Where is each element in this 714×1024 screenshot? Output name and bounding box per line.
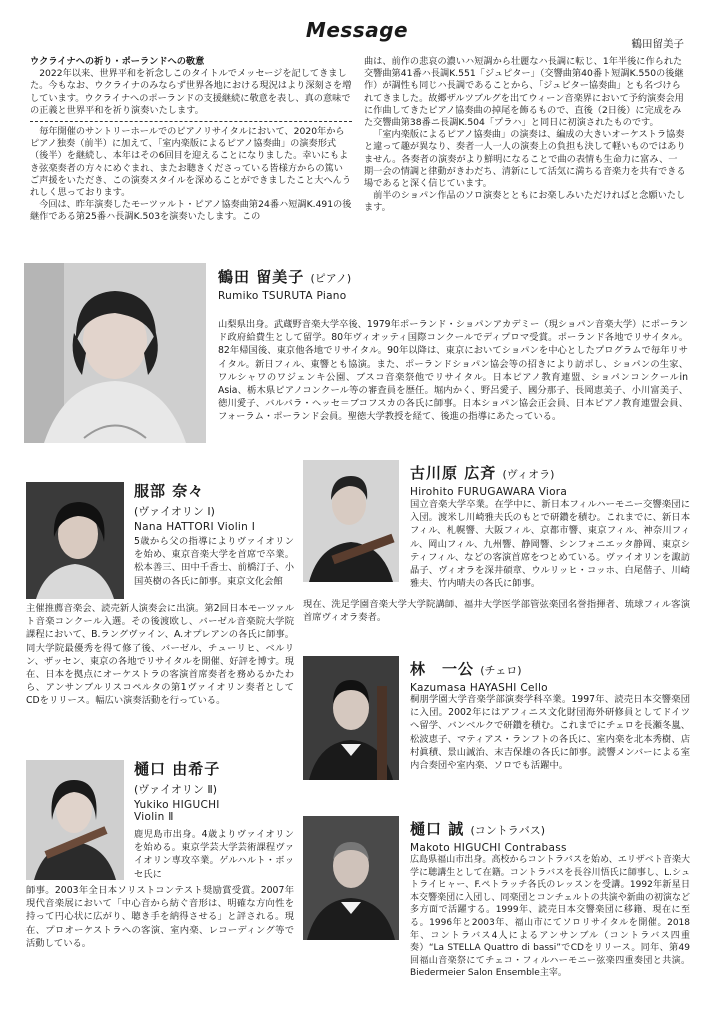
message-divider [30,121,352,122]
profile-tsuruta [218,266,688,302]
portrait-higuchi-yukiko-image [26,760,124,880]
bio-side-hattori: 5歳から父の指導によりヴァイオリンを始め、東京音楽大学を首席で卒業。松本善三、田中千香士、前橋汀子、小国英樹の各氏に師事。東京文化会館 [134,536,294,587]
photo-tsuruta [24,263,206,443]
name-jp-hattori: 服部 奈々 [134,482,205,500]
role-jp-hattori: (ヴァイオリン Ⅰ) [134,505,215,518]
message-paragraph-5: 「室内楽版によるピアノ協奏曲」の演奏は、編成の大きいオーケストラ協奏と違って趣が異なり、奏者一人一人の演奏上の負担も決して軽いものではありません。各奏者の演奏がより鮮明になることで曲の表情も生命力に富み、一期一会の情調と律動がきわだち、清新にして活気に満ちる音楽力を共有できる場であると深く信じています。 [364,129,686,190]
message-paragraph-3: 今回は、昨年演奏したモーツァルト・ピアノ協奏曲第24番ハ短調K.491の後継作である第25番ハ長調K.503を演奏いたします。この [30,199,352,223]
message-paragraph-6: 前半のショパン作品のソロ演奏とともにお楽しみいただければと念願いたします。 [364,190,686,214]
message-paragraph-1: 2022年以来、世界平和を祈念しこのタイトルでメッセージを記してきました。今もなお、ウクライナのみならず世界各地における現況はより深刻さを増しています。ウクライナへのポーランドの支援継続に敬意を表し、真の意味での正義と世界平和を祈り演奏いたします。 [30,68,352,116]
message-column-right [364,56,686,215]
name-en-hayashi: Kazumasa HAYASHI Cello [410,682,548,694]
photo-furugawara [303,460,399,582]
name-en-furugawara: Hirohito FURUGAWARA Viora [410,486,568,498]
photo-hattori [26,482,124,599]
bio-full-furugawara: 現在、洗足学園音楽大学大学院講師、福井大学医学部管弦楽団名誉指揮者、琉球フィル客演首席ヴィオラ奏者。 [303,599,690,624]
message-author: 鶴田留美子 [631,38,684,50]
bio-furugawara: 国立音楽大学卒業。在学中に、新日本フィルハーモニー交響楽団に入団。渡米し川崎雅夫氏のもとで研鑽を積む。これまでに、新日本フィル、札幌響、大阪フィル、京都市響、東京フィル、神奈川フィル、岡山フィル、九州響、静岡響、シンフォニエッタ静岡、東京シティフィル、などの客演首席をつとめている。ヴァイオリンを諏訪晶子、ヴィオラを深井碩章、ウルリッヒ・コッホ、白尾偕子、川崎雅夫、竹内晴夫の各氏に師事。 [410,499,690,590]
portrait-tsuruta-image [24,263,206,443]
name-jp-tsuruta: 鶴田 留美子 [218,268,305,286]
bio-hattori: 主催推薦音楽会、読売新人演奏会に出演。第2回日本モーツァルト音楽コンクール入選。その後渡欧し、バーゼル音楽院大学院課程において、B.ラングヴァイン、A.オプレアンの各氏に師事。同大学院最優秀を得て修了後、バーゼル、チューリヒ、ベルリン、ザッセン、東京の各地でリサイタルを開催、好評を博す。現在、日本を拠点にオーケストラの客演首席奏者を務めるかたわら、アンサンブルリスコペルタの第1ヴァイオリン奏者としてCDをリリース。幅広い演奏活動を行っている。 [26,603,294,707]
bio-higuchi-yukiko: 師事。2003年全日本ソリストコンテスト奨励賞受賞。2007年現代音楽展において「中心音から紡ぐ音形は、明確な方向性を持って円心状に広がり、聴き手を納得させる」と評される。現在、プロオーケストラへの客演、室内楽、レコーディング等で活動している。 [26,885,294,949]
photo-hayashi [303,656,399,780]
name-en-hattori: Nana HATTORI Violin Ⅰ [134,521,256,533]
role-jp-higuchi-yukiko: (ヴァイオリン Ⅱ) [134,783,218,796]
profile-hayashi [410,658,690,694]
name-en-higuchi-yukiko: Yukiko HIGUCHI [134,799,220,811]
message-paragraph-2: 毎年開催のサントリーホールでのピアノリサイタルにおいて、2020年からピアノ独奏（前半）に加えて、「室内楽版によるピアノ協奏曲」の演奏形式（後半）を継続し、本年はその6回目を迎えることになりました。幸いにもよき弦楽奏者の方々にめぐまれ、またお聴きくださっている皆様方からの篤いご声援をいただき、この演奏スタイルを深めることができましたこと大へんうれしく思っております。 [30,126,352,199]
role-jp-furugawara: (ヴィオラ) [502,468,555,481]
bio-higuchi-makoto: 広島県福山市出身。高校からコントラバスを始め、エリザベト音楽大学に聴講生として在籍。コントラバスを長谷川悟氏に師事し、L.シュトライヒャー、F.ペトラッチ各氏のレッスンを受講。1992年新星日本交響楽団に入団し、同楽団とコンチェルトの共演や新曲の初演など多方面で活躍する。1999年、読売日本交響楽団に移籍、現在に至る。1996年と2003年、福山市にてソロリサイタルを開催。2018年、コントラバス4人によるアンサンブル（コントラバス四重奏）“La STELLA Quattro di bassi”でCDをリリース。同年、第49回福山音楽祭にてチェコ・フィルハーモニー弦楽四重奏団と共演。Biedermeier Salon Ensemble主宰。 [410,855,690,979]
name-en2-higuchi-yukiko: Violin Ⅱ [134,811,174,823]
profile-higuchi-yukiko [134,758,294,823]
bio-side-higuchi-yukiko: 鹿児島市出身。4歳よりヴァイオリンを始める。東京学芸大学芸術課程ヴァイオリン専攻卒業。ゲルハルト・ボッセ氏に [134,829,294,880]
name-en-higuchi-makoto: Makoto HIGUCHI Contrabass [410,842,567,854]
profile-furugawara [410,462,690,498]
bio-hayashi: 桐朋学園大学音楽学部演奏学科卒業。1997年、読売日本交響楽団に入団。2002年にはアフィニス文化財団海外研修員としてドイツへ留学、バンベルクで研鑽を積む。これまでにチェロを長瀬冬嵐、松波恵子、マティアス・ランフトの各氏に、室内楽を北本秀樹、店村眞積、景山誠治、末吉保雄の各氏に師事。読響メンバーによる室内合奏団や室内楽、ソロでも活躍中。 [410,694,690,772]
role-jp-higuchi-makoto: (コントラバス) [470,824,546,837]
message-heading: ウクライナへの祈り・ポーランドへの敬意 [30,56,205,67]
profile-hattori [134,480,294,533]
name-jp-higuchi-yukiko: 樋口 由希子 [134,760,221,778]
name-jp-higuchi-makoto: 樋口 誠 [410,820,465,838]
portrait-higuchi-makoto-image [303,816,399,940]
bio-tsuruta: 山梨県出身。武蔵野音楽大学卒後、1979年ポーランド・ショパンアカデミー（現ショパン音楽大学）にポーランド政府給費生として留学。80年ヴィオッティ国際コンクールでディプロマ受賞。ポーランド各地でリサイタル。82年帰国後、東京他各地でリサイタル。90年以降は、東京においてショパンを中心としたプログラムで毎年リサイタル。新日フィル、東響とも協演。また、ポーランドショパン協会等の招きにより訪ポし、ショパンの生家、ワルシャワのワジェンキ公園、ブスコ音楽祭他でリサイタル。日本ピアノ教育連盟、ショパンコンクールin Asia、栃木県ピアノコンクール等の審査員を歴任。堀内かく、野呂愛子、國分那子、長岡恵美子、小川富美子、徳川愛子、バルバラ・ヘッセ＝ブコフスカの各氏に師事。日本ショパン協会正会員、日本ピアノ教育連盟会員、フォーラム・ポーランド会員。聖徳大学教授を経て、後進の指導にあたっている。 [218,319,688,423]
portrait-hayashi-image [303,656,399,780]
name-en-tsuruta: Rumiko TSURUTA Piano [218,290,347,302]
message-column-left [30,56,352,224]
name-jp-furugawara: 古川原 広斉 [410,464,497,482]
message-title: Message [305,18,409,42]
portrait-hattori-image [26,482,124,599]
photo-higuchi-makoto [303,816,399,940]
name-jp-hayashi: 林 一公 [410,660,475,678]
portrait-furugawara-image [303,460,399,582]
profile-higuchi-makoto [410,818,690,854]
photo-higuchi-yukiko [26,760,124,880]
role-jp-hayashi: (チェロ) [480,664,522,677]
message-paragraph-4: 曲は、前作の悲哀の濃いハ短調から壮麗なハ長調に転じ、1年半後に作られた交響曲第41番ハ長調K.551「ジュピター」（交響曲第40番ト短調K.550の後継作）が調性も同じハ長調であることから、「ジュピター協奏曲」とも名づけられてきました。故郷ザルツブルグを出てウィーン音楽界において予約演奏会用に作曲してきたピアノ協奏曲の掉尾を飾るもので、直後（2日後）に完成をみた交響曲第38番ニ長調K.504「プラハ」と同日に初演されたものです。 [364,56,684,129]
role-jp-tsuruta: (ピアノ) [310,272,352,285]
